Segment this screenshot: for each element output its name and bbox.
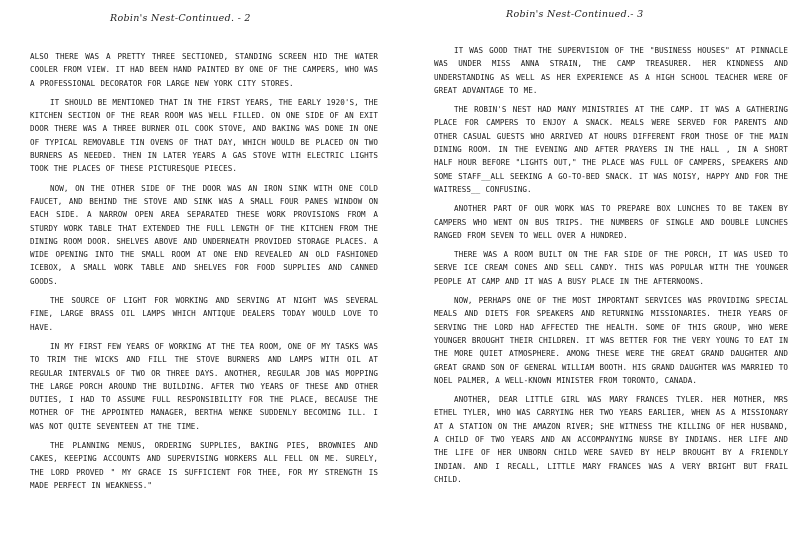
- paragraph: ALSO THERE WAS A PRETTY THREE SECTIONED, STANDING SCREEN HID THE WATER COOLER FROM VIEW. IT HAD BEEN HAND PAINTED BY ONE OF THE CAMPERS, WHO WAS A PROFESSIONAL DECORATOR FOR LARGE NEW YORK CITY STORES.: [30, 52, 378, 88]
- page-heading: Robin's Nest-Continued.- 3: [506, 9, 644, 20]
- paragraph: ANOTHER, DEAR LITTLE GIRL WAS MARY FRANCES TYLER. HER MOTHER, MRS ETHEL TYLER, WHO WAS CARRYING HER TWO YEARS EARLIER, WHEN AS A MISSIONARY AT A STATION ON THE AMAZON RIVER; SHE WITNESS THE KILLING OF HER HUSBAND, A CHILD OF TWO YEARS AND AN ACCOMPANYING NURSE BY INDIANS. HER LIFE AND THE LIFE OF HER UNBORN CHILD WERE SAVED BY HELP BROUGHT BY A FRIENDLY INDIAN. AND I RECALL, LITTLE MARY FRANCES WAS A VERY BRIGHT BUT FRAIL CHILD.: [434, 395, 788, 484]
- paragraph: THE SOURCE OF LIGHT FOR WORKING AND SERVING AT NIGHT WAS SEVERAL FINE, LARGE BRASS OIL LAMPS WHICH ANTIQUE DEALERS TODAY WOULD LOVE TO HAVE.: [30, 296, 378, 332]
- paragraph: NOW, ON THE OTHER SIDE OF THE DOOR WAS AN IRON SINK WITH ONE COLD FAUCET, AND BEHIND THE STOVE AND SINK WAS A SMALL FOUR PANES WINDOW ON EACH SIDE. A NARROW OPEN AREA SEPARATED THESE WORK PROVISIONS FROM A STURDY WORK TABLE THAT EXTENDED THE FULL LENGTH OF THE KITCHEN FROM THE DINING ROOM DOOR. SHELVES ABOVE AND UNDERNEATH PROVIDED STORAGE PLACES. A WIDE OPENING INTO THE SMALL ROOM AT ONE END REVEALED AN OLD FASHIONED ICEBOX, A SMALL WORK TABLE AND SHELVES FOR FOOD SUPPLIES AND CANNED GOODS.: [30, 183, 378, 286]
- page-heading: Robin's Nest-Continued. - 2: [110, 13, 251, 24]
- paragraph: THE ROBIN'S NEST HAD MANY MINISTRIES AT THE CAMP. IT WAS A GATHERING PLACE FOR CAMPERS TO ENJOY A SNACK. MEALS WERE SERVED FOR PARENTS AND OTHER CASUAL GUESTS WHO ARRIVED AT HOURS DIFFERENT FROM THOSE OF THE MAIN DINING ROOM. IN THE EVENING AND AFTER PRAYERS IN THE HALL , IN A SHORT HALF HOUR BEFORE "LIGHTS OUT," THE PLACE WAS FULL OF CAMPERS, SPEAKERS AND SOME STAFF__ALL SEEKING A GO-TO-BED SNACK. IT WAS NOISY, HAPPY AND FOR THE WAITRESS__ CONFUSING.: [434, 105, 788, 194]
- paragraph: ANOTHER PART OF OUR WORK WAS TO PREPARE BOX LUNCHES TO BE TAKEN BY CAMPERS WHO WENT ON BUS TRIPS. THE NUMBERS OF SINGLE AND DOUBLE LUNCHES RANGED FROM SEVEN TO WELL OVER A HUNDRED.: [434, 204, 788, 240]
- paragraph: IT WAS GOOD THAT THE SUPERVISION OF THE "BUSINESS HOUSES" AT PINNACLE WAS UNDER MISS ANNA STRAIN, THE CAMP TREASURER. HER KINDNESS AND UNDERSTANDING AS WELL AS HER EXPERIENCE AS A HIGH SCHOOL TEACHER WERE OF GREAT ADVANTAGE TO ME.: [434, 46, 788, 95]
- page-gutter: [400, 0, 410, 533]
- paragraph: IT SHOULD BE MENTIONED THAT IN THE FIRST YEARS, THE EARLY 1920'S, THE KITCHEN SECTION OF THE REAR ROOM WAS WELL FILLED. ON ONE SIDE OF AN EXIT DOOR THERE WAS A THREE BURNER OIL COOK STOVE, AND BAKING WAS DONE IN ONE OF TYPICAL REMOVABLE TIN OVENS OF THAT DAY, WHICH WOULD BE PLACED ON TWO BURNERS AS NEEDED. THEN IN LATER YEARS A GAS STOVE WITH ELECTRIC LIGHTS TOOK THE PLACES OF THESE PICTURESQUE PIECES.: [30, 97, 378, 174]
- paragraph: THE PLANNING MENUS, ORDERING SUPPLIES, BAKING PIES, BROWNIES AND CAKES, KEEPING ACCOUNTS AND SUPERVISING WORKERS ALL FELL ON ME. SURELY, THE LORD PROVED " MY GRACE IS SUFFICIENT FOR THEE, FOR MY STRENGTH IS MADE PERFECT IN WEAKNESS.": [30, 441, 378, 490]
- paragraph: THERE WAS A ROOM BUILT ON THE FAR SIDE OF THE PORCH, IT WAS USED TO SERVE ICE CREAM CONES AND SELL CANDY. THIS WAS POPULAR WITH THE YOUNGER PEOPLE AT CAMP AND IT WAS A BUSY PLACE IN THE AFTERNOONS.: [434, 250, 788, 286]
- paragraph: IN MY FIRST FEW YEARS OF WORKING AT THE TEA ROOM, ONE OF MY TASKS WAS TO TRIM THE WICKS AND FILL THE STOVE BURNERS AND LAMPS WITH OIL AT REGULAR INTERVALS OF TWO OR THREE DAYS. ANOTHER, REGULAR JOB WAS MOPPING THE LARGE PORCH AROUND THE BUILDING. AFTER TWO YEARS OF THESE AND OTHER DUTIES, I HAD TO ASSUME FULL RESPONSIBILITY FOR THE PLACE, BECAUSE THE MOTHER OF THE APPOINTED MANAGER, BERTHA WENKE SUDDENLY BECOMING ILL. I WAS NOT QUITE SEVENTEEN AT THE TIME.: [30, 341, 378, 431]
- paragraph: NOW, PERHAPS ONE OF THE MOST IMPORTANT SERVICES WAS PROVIDING SPECIAL MEALS AND DIETS FOR SPEAKERS AND RETURNING MISSIONARIES. THEIR YEARS OF SERVING THE LORD HAD AFFECTED THE HEALTH. SOME OF THIS GROUP, WHO WERE YOUNGER BROUGHT THEIR CHILDREN. IT WAS BETTER FOR THE VERY YOUNG TO EAT IN THE MORE QUIET ATMOSPHERE. AMONG THESE WERE THE GREAT GRAND DAUGHTER AND GREAT GRAND SON OF GENERAL WILLIAM BOOTH. HIS GRAND DAUGHTER WAS MARRIED TO NOEL PALMER, A WELL-KNOWN MINISTER FROM TORONTO, CANADA.: [434, 296, 788, 385]
- document-page-right: [410, 0, 800, 533]
